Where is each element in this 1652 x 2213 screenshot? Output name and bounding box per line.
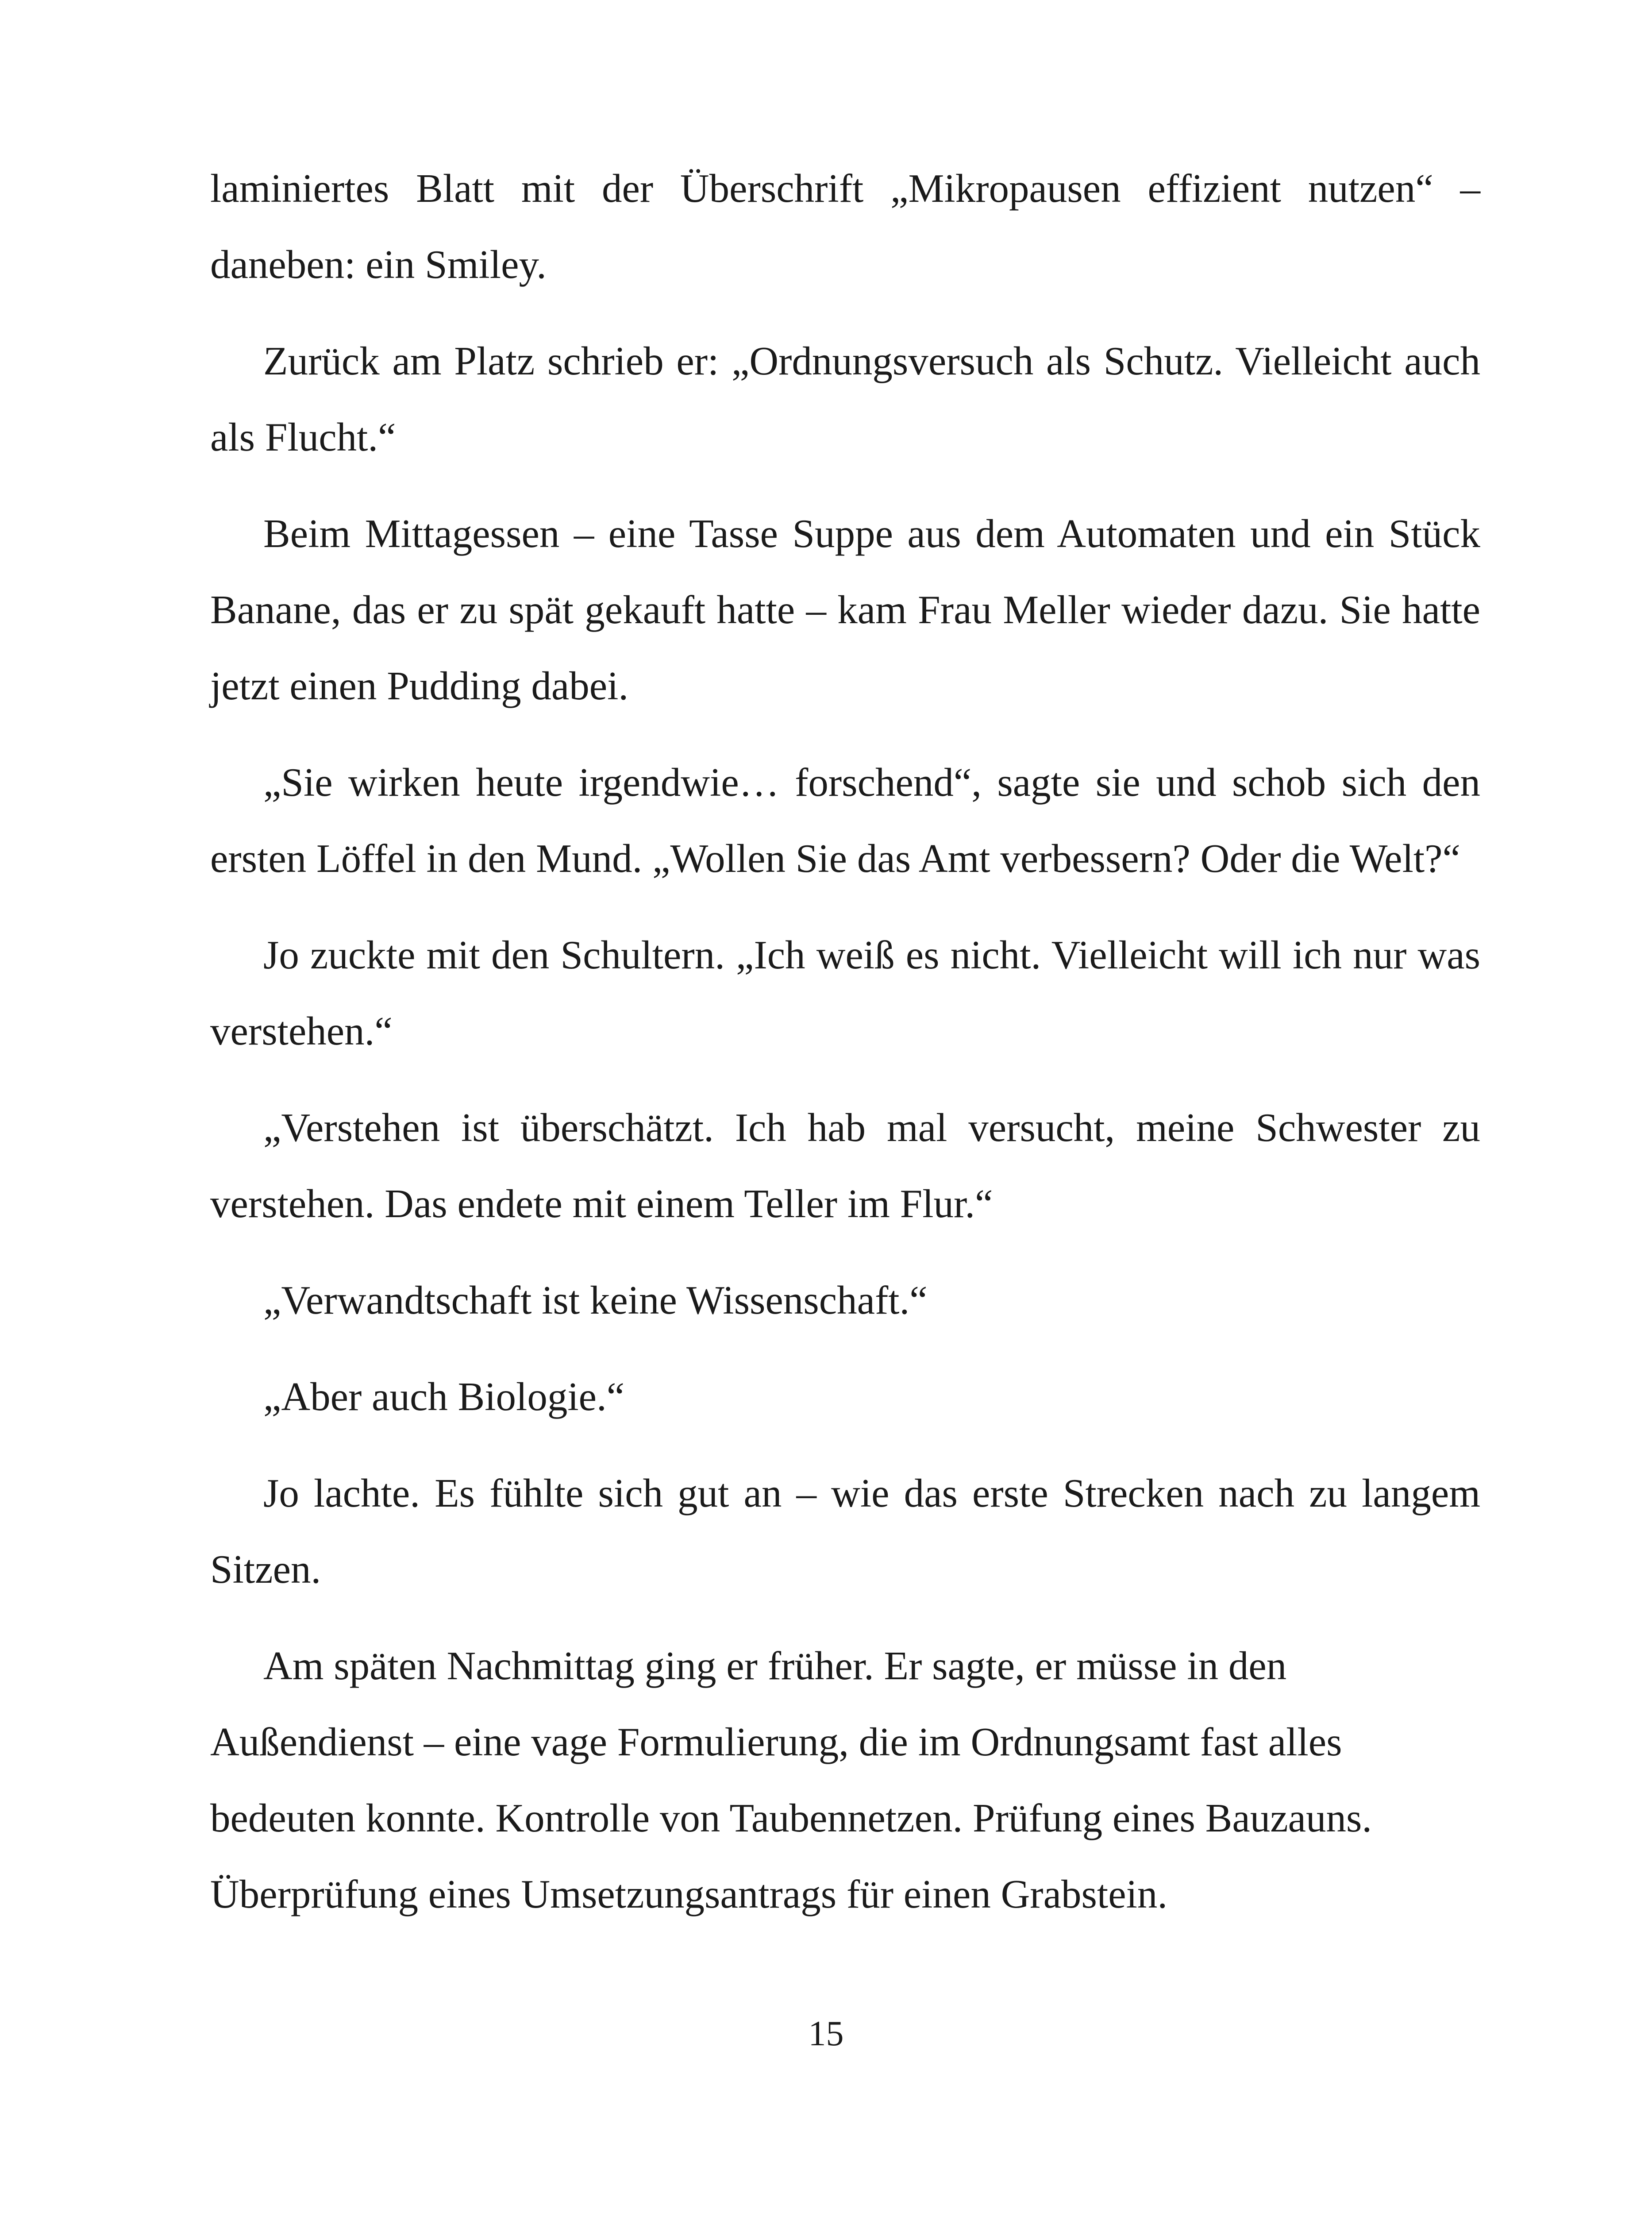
paragraph-9: Jo lachte. Es fühlte sich gut an – wie das erste Strecken nach zu langem Sitzen.	[210, 1471, 1480, 1592]
paragraph-8: „Aber auch Biologie.“	[263, 1374, 625, 1419]
paragraph-4: „Sie wirken heute irgendwie… forschend“, sagte sie und schob sich den ersten Löffel in den Mund. „Wollen Sie das Amt verbessern? Oder die Welt?“	[210, 760, 1480, 881]
paragraph-1: laminiertes Blatt mit der Überschrift „Mikropausen effizient nutzen“ – daneben: ein Smiley.	[210, 166, 1480, 287]
paragraph-2: Zurück am Platz schrieb er: „Ordnungsversuch als Schutz. Vielleicht auch als Flucht.“	[210, 339, 1480, 459]
paragraph-10: Am späten Nachmittag ging er früher. Er sagte, er müsse in den Außendienst – eine vage Formulierung, die im Ordnungsamt fast alles bedeuten konnte. Kontrolle von Taubennetzen. Prüfung eines Bauzauns. Überprüfung eines Umsetzungsantrags für einen Grabstein.	[210, 1643, 1372, 1916]
paragraph-5: Jo zuckte mit den Schultern. „Ich weiß es nicht. Vielleicht will ich nur was verstehen.“	[210, 933, 1480, 1053]
page-body	[210, 150, 1480, 1953]
paragraph-6: „Verstehen ist überschätzt. Ich hab mal versucht, meine Schwester zu verstehen. Das endete mit einem Teller im Flur.“	[210, 1105, 1480, 1226]
paragraph-3: Beim Mittagessen – eine Tasse Suppe aus dem Automaten und ein Stück Banane, das er zu spät gekauft hatte – kam Frau Meller wieder dazu. Sie hatte jetzt einen Pudding dabei.	[210, 511, 1480, 708]
page-number: 15	[808, 2014, 844, 2053]
paragraph-7: „Verwandtschaft ist keine Wissenschaft.“	[263, 1278, 928, 1322]
